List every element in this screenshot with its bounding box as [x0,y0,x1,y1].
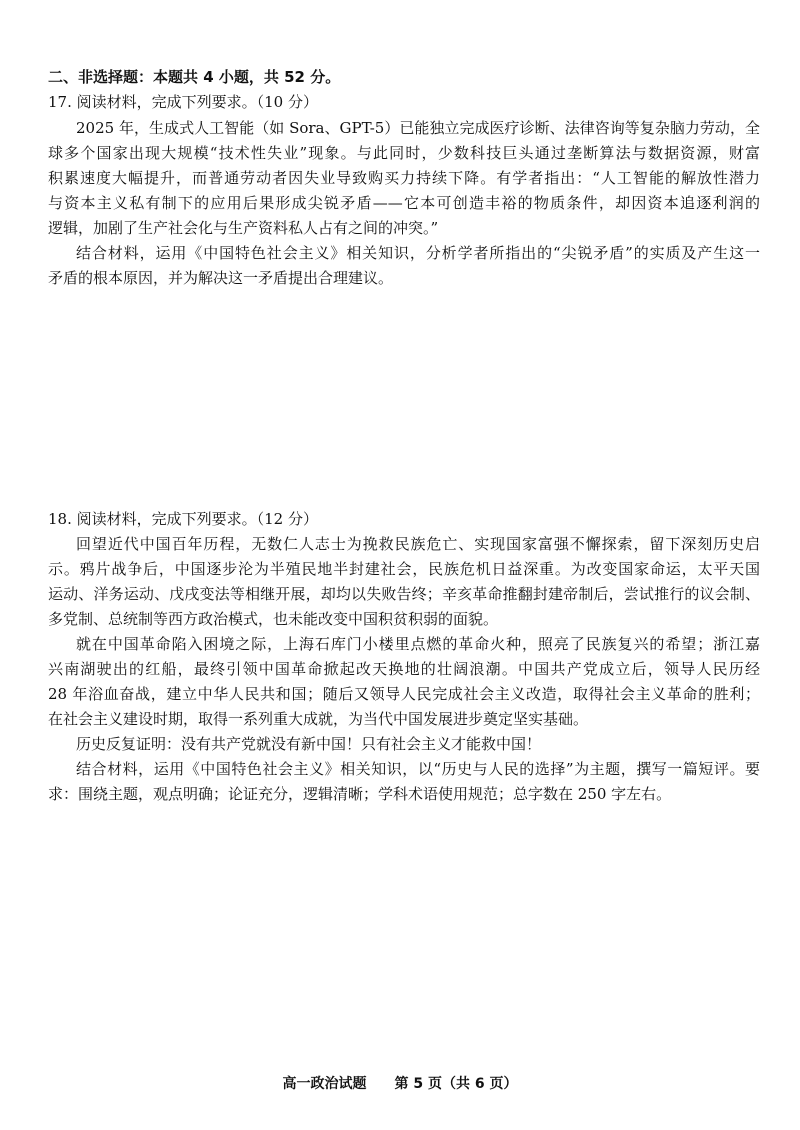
q18-line: 示。鸦片战争后，中国逐步沦为半殖民地半封建社会，民族危机日益深重。为改变国家命运，太平天国 [48,560,760,578]
q18-title: 18. 阅读材料，完成下列要求。（12 分） [48,510,318,528]
q18-line: 历史反复证明：没有共产党就没有新中国！只有社会主义才能救中国！ [76,735,542,753]
q18-line: 28 年浴血奋战，建立中华人民共和国；随后又领导人民完成社会主义改造，取得社会主义革命的胜利； [48,685,760,703]
q17-line: 逻辑，加剧了生产社会化与生产资料私人占有之间的冲突。” [48,219,439,237]
q18-line: 在社会主义建设时期，取得一系列重大成就，为当代中国发展进步奠定坚实基础。 [48,710,589,728]
page-footer [0,1073,800,1093]
footer-page-number: 第 5 页（共 6 页） [394,1076,518,1092]
q18-line: 就在中国革命陷入困境之际，上海石库门小楼里点燃的革命火种，照亮了民族复兴的希望；浙江嘉 [76,635,760,653]
q18-line: 兴南湖驶出的红船，最终引领中国革命掀起改天换地的壮阔浪潮。中国共产党成立后，领导人民历经 [48,660,760,678]
section-header: 二、非选择题：本题共 4 小题，共 52 分。 [48,68,341,86]
q17-line: 结合材料，运用《中国特色社会主义》相关知识，分析学者所指出的“尖锐矛盾”的实质及产生这一 [76,244,760,262]
footer-subject: 高一政治试题 [282,1076,367,1092]
q18-line: 回望近代中国百年历程，无数仁人志士为挽救民族危亡、实现国家富强不懈探索，留下深刻历史启 [76,535,760,553]
q17-title: 17. 阅读材料，完成下列要求。（10 分） [48,93,318,111]
q18-line: 运动、洋务运动、戊戌变法等相继开展，却均以失败告终；辛亥革命推翻封建帝制后，尝试推行的议会制、 [48,585,760,603]
q17-line: 与资本主义私有制下的应用后果形成尖锐矛盾——它本可创造丰裕的物质条件，却因资本追逐利润的 [48,194,760,212]
q17-line: 矛盾的根本原因，并为解决这一矛盾提出合理建议。 [48,269,394,287]
q17-line: 2025 年，生成式人工智能（如 Sora、GPT-5）已能独立完成医疗诊断、法律咨询等复杂脑力劳动，全 [76,119,760,137]
q18-line: 多党制、总统制等西方政治模式，也未能改变中国积贫积弱的面貌。 [48,610,499,628]
q18-line: 求：围绕主题，观点明确；论证充分，逻辑清晰；学科术语使用规范；总字数在 250 字左右。 [48,785,672,803]
q18-line: 结合材料，运用《中国特色社会主义》相关知识，以“历史与人民的选择”为主题，撰写一篇短评。要 [76,760,760,778]
q17-line: 球多个国家出现大规模“技术性失业”现象。与此同时，少数科技巨头通过垄断算法与数据资源，财富 [48,144,760,162]
q17-line: 积累速度大幅提升，而普通劳动者因失业导致购买力持续下降。有学者指出：“人工智能的解放性潜力 [48,169,760,187]
